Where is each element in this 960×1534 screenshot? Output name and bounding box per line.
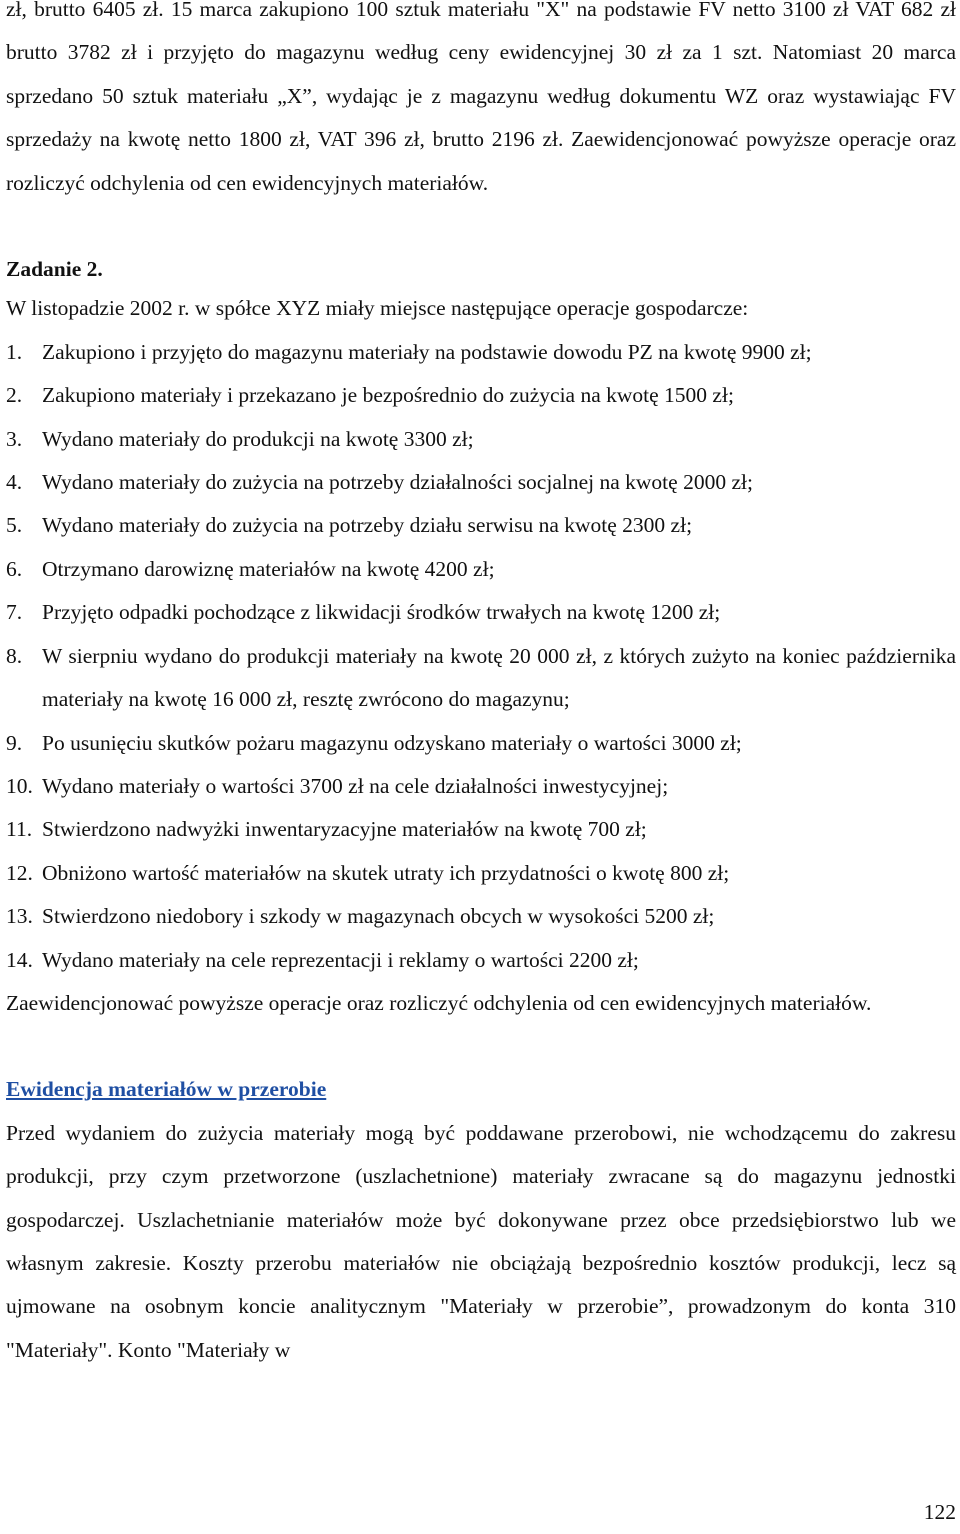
item-text: Wydano materiały do zużycia na potrzeby działalności socjalnej na kwotę 2000 zł; bbox=[42, 470, 753, 495]
item-number: 8. bbox=[6, 643, 23, 668]
item-text: W sierpniu wydano do produkcji materiały na kwotę 20 000 zł, z których zużyto na koniec października materiały na kwotę 16 000 zł, resztę zwrócono do magazynu; bbox=[42, 643, 956, 712]
item-number: 1. bbox=[6, 339, 23, 364]
list-item bbox=[6, 722, 956, 765]
item-text: Wydano materiały o wartości 3700 zł na cele działalności inwestycyjnej; bbox=[42, 773, 669, 798]
item-text: Przyjęto odpadki pochodzące z likwidacji środków trwałych na kwotę 1200 zł; bbox=[42, 600, 721, 625]
item-text: Zakupiono materiały i przekazano je bezpośrednio do zużycia na kwotę 1500 zł; bbox=[42, 383, 734, 408]
list-item bbox=[6, 331, 956, 374]
item-number: 10. bbox=[6, 773, 33, 798]
task-heading: Zadanie 2. bbox=[6, 257, 103, 282]
list-item bbox=[6, 461, 956, 504]
item-number: 14. bbox=[6, 947, 33, 972]
page-number: 122 bbox=[923, 1499, 956, 1524]
list-item bbox=[6, 504, 956, 547]
document-page bbox=[6, 0, 956, 1372]
item-number: 11. bbox=[6, 817, 33, 842]
item-text: Wydano materiały na cele reprezentacji i reklamy o wartości 2200 zł; bbox=[42, 947, 639, 972]
item-text: Wydano materiały do produkcji na kwotę 3300 zł; bbox=[42, 426, 474, 451]
item-number: 6. bbox=[6, 556, 23, 581]
item-number: 7. bbox=[6, 600, 23, 625]
list-item bbox=[6, 374, 956, 417]
list-item bbox=[6, 852, 956, 895]
item-text: Otrzymano darowiznę materiałów na kwotę 4200 zł; bbox=[42, 556, 495, 581]
list-item bbox=[6, 418, 956, 461]
item-number: 5. bbox=[6, 513, 23, 538]
item-number: 3. bbox=[6, 426, 23, 451]
item-text: Po usunięciu skutków pożaru magazynu odzyskano materiały o wartości 3000 zł; bbox=[42, 730, 742, 755]
operations-list bbox=[6, 331, 956, 982]
item-number: 9. bbox=[6, 730, 23, 755]
intro-paragraph: zł, brutto 6405 zł. 15 marca zakupiono 100 sztuk materiału "X" na podstawie FV netto 3100 zł VAT 682 zł brutto 3782 zł i przyjęto do magazynu według ceny ewidencyjnej 30 zł za 1 szt. Natomiast 20 marca sprzedano 50 sztuk materiału „X”, wydając je z magazynu według dokumentu WZ oraz wystawiając FV sprzedaży na kwotę netto 1800 zł, VAT 396 zł, brutto 2196 zł. Zaewidencjonować powyższe operacje oraz rozliczyć odchylenia od cen ewidencyjnych materiałów. bbox=[6, 0, 956, 195]
item-text: Stwierdzono niedobory i szkody w magazynach obcych w wysokości 5200 zł; bbox=[42, 904, 715, 929]
item-text: Zakupiono i przyjęto do magazynu materiały na podstawie dowodu PZ na kwotę 9900 zł; bbox=[42, 339, 812, 364]
item-number: 13. bbox=[6, 904, 33, 929]
list-item bbox=[6, 548, 956, 591]
section-paragraph: Przed wydaniem do zużycia materiały mogą być poddawane przerobowi, nie wchodzącemu do zakresu produkcji, przy czym przetworzone (uszlachetnione) materiały zwracane są do magazynu jednostki gospodarczej. Uszlachetnianie materiałów może być dokonywane przez obce przedsiębiorstwo lub we własnym zakresie. Koszty przerobu materiałów nie obciążają bezpośrednio kosztów produkcji, lecz są ujmowane na osobnym koncie analitycznym "Materiały w przerobie”, prowadzonym do konta 310 "Materiały". Konto "Materiały w bbox=[6, 1120, 956, 1362]
list-item bbox=[6, 939, 956, 982]
item-text: Obniżono wartość materiałów na skutek utraty ich przydatności o kwotę 800 zł; bbox=[42, 860, 730, 885]
list-item bbox=[6, 808, 956, 851]
list-item bbox=[6, 591, 956, 634]
item-text: Stwierdzono nadwyżki inwentaryzacyjne materiałów na kwotę 700 zł; bbox=[42, 817, 647, 842]
task-subtitle: W listopadzie 2002 r. w spółce XYZ miały miejsce następujące operacje gospodarcze: bbox=[6, 296, 749, 321]
closing-paragraph: Zaewidencjonować powyższe operacje oraz rozliczyć odchylenia od cen ewidencyjnych materiałów. bbox=[6, 990, 872, 1015]
item-text: Wydano materiały do zużycia na potrzeby działu serwisu na kwotę 2300 zł; bbox=[42, 513, 693, 538]
item-number: 4. bbox=[6, 470, 23, 495]
list-item bbox=[6, 635, 956, 722]
list-item bbox=[6, 895, 956, 938]
item-number: 2. bbox=[6, 383, 23, 408]
item-number: 12. bbox=[6, 860, 33, 885]
list-item bbox=[6, 765, 956, 808]
section-title: Ewidencja materiałów w przerobie bbox=[6, 1077, 327, 1102]
